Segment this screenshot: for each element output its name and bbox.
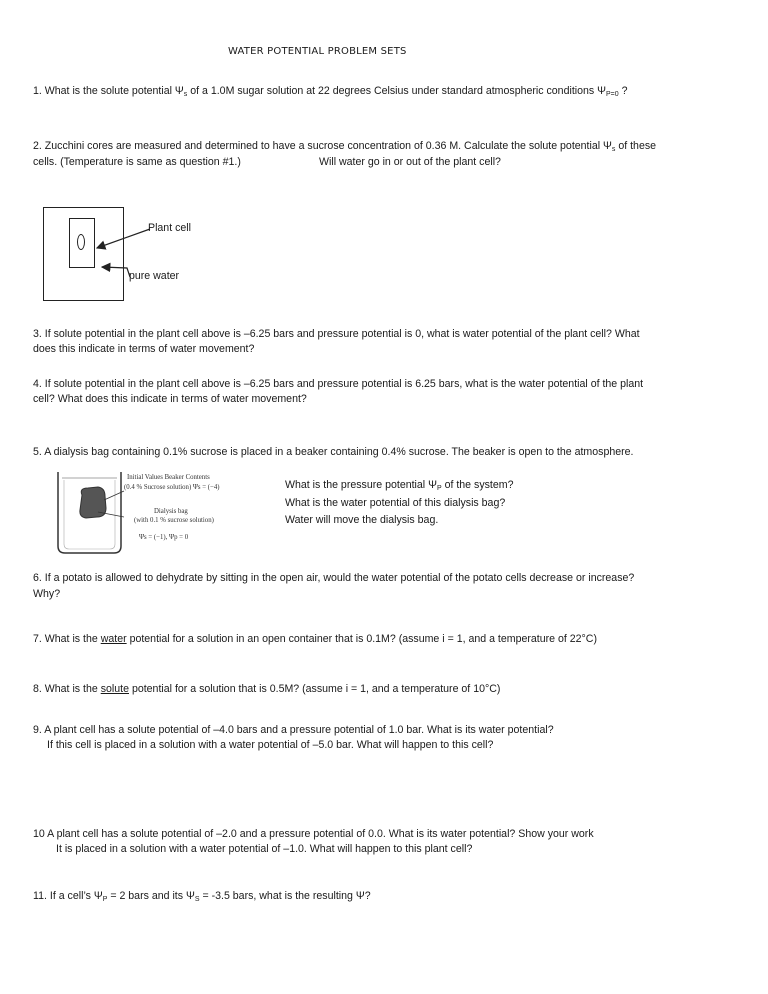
question-5b: What is the water potential of this dialysis bag? xyxy=(285,497,506,509)
question-11: 11. If a cell’s $\Psi_P = 2$ bars and its $\Psi_S = -3.5$ bars, what is the resulting Ψ? xyxy=(33,890,371,903)
arrow-to-pure-water xyxy=(102,267,130,277)
label-plant-cell: Plant cell xyxy=(148,222,191,234)
beaker-caption-1: Initial Values Beaker Contents xyxy=(127,474,210,481)
question-2-line-2b: Will water go in or out of the plant cell? xyxy=(319,156,501,168)
question-2-line-1: 2. Zucchini cores are measured and determined to have a sucrose concentration of 0.36 M. Calculate the solute potential $\Psi_s$ of these xyxy=(33,140,657,153)
beaker-caption-5: Ψs = (−1), Ψp = 0 xyxy=(139,534,189,541)
question-4-line-1: 4. If solute potential in the plant cell above is –6.25 bars and pressure potential is 6.25 bars, what is the water potential of the plant xyxy=(33,378,644,390)
beaker-figure xyxy=(52,470,284,555)
arrow-to-plant-cell xyxy=(97,229,150,248)
beaker-caption-4: (with 0.1 % sucrose solution) xyxy=(134,517,214,524)
question-3-line-2: does this indicate in terms of water movement? xyxy=(33,343,255,355)
question-5-line-1: 5. A dialysis bag containing 0.1% sucrose is placed in a beaker containing 0.4% sucrose. The beaker is open to the atmosphere. xyxy=(33,446,634,458)
question-10-line-2: It is placed in a solution with a water potential of –1.0. What will happen to this plant cell? xyxy=(56,843,473,855)
question-4-line-2: cell? What does this indicate in terms of water movement? xyxy=(33,393,307,405)
beaker-caption-3: Dialysis bag xyxy=(154,508,188,515)
question-10-line-1: 10 A plant cell has a solute potential of –2.0 and a pressure potential of 0.0. What is its water potential? Show your work xyxy=(33,828,594,840)
question-5a: What is the pressure potential $\Psi_P$ of the system? xyxy=(285,479,514,492)
question-9-line-1: 9. A plant cell has a solute potential of –4.0 bars and a pressure potential of 1.0 bar. What is its water potential? xyxy=(33,724,554,736)
question-5c: Water will move the dialysis bag. xyxy=(285,514,439,526)
question-6-line-2: Why? xyxy=(33,588,61,600)
question-8: 8. What is the solute potential for a solution that is 0.5M? (assume i = 1, and a temperature of 10°C) xyxy=(33,683,501,695)
page-title: WATER POTENTIAL PROBLEM SETS xyxy=(228,46,407,57)
question-7: 7. What is the water potential for a solution in an open container that is 0.1M? (assume i = 1, and a temperature of 22°C) xyxy=(33,633,597,645)
question-3-line-1: 3. If solute potential in the plant cell above is –6.25 bars and pressure potential is 0, what is water potential of the plant cell? What xyxy=(33,328,640,340)
question-1: 1. What is the solute potential $\Psi_s$ of a 1.0M sugar solution at 22 degrees Celsius under standard atmospheric conditions $\Psi_{P=0}$ ? xyxy=(33,85,628,98)
label-pure-water: pure water xyxy=(129,270,180,282)
question-9-line-2: If this cell is placed in a solution with a water potential of –5.0 bar. What will happen to this cell? xyxy=(47,739,494,751)
question-2-line-2a: cells. (Temperature is same as question #1.) xyxy=(33,156,241,168)
beaker-caption-2: (0.4 % Sucrose solution) Ψs = (−4) xyxy=(124,484,220,491)
question-6-line-1: 6. If a potato is allowed to dehydrate by sitting in the open air, would the water potential of the potato cells decrease or increase? xyxy=(33,572,635,584)
